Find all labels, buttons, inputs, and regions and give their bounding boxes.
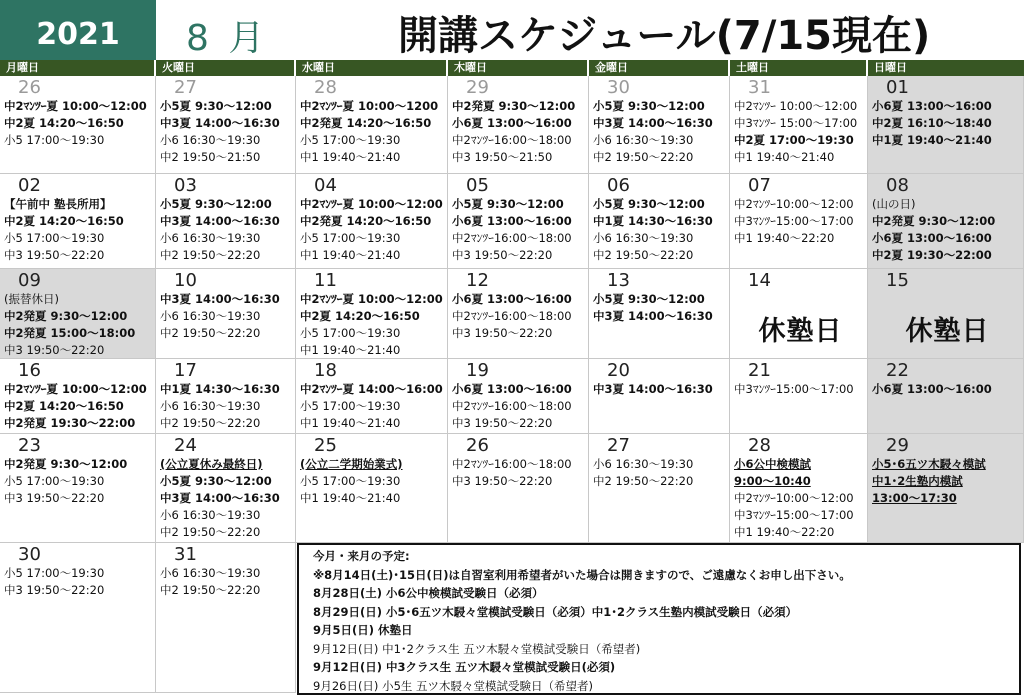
day-number: 08	[886, 175, 909, 196]
class-entry: 小5夏 9:30～12:00	[160, 474, 272, 488]
class-entry: 中2発夏 9:30～12:00	[452, 99, 576, 113]
class-entry: 中3ﾏﾝﾂｰ15:00～17:00	[734, 382, 854, 396]
day-cell	[296, 174, 448, 269]
day-number: 21	[748, 360, 771, 381]
class-entry: 中1 19:40～22:20	[734, 231, 835, 245]
class-entry: 小6 16:30～19:30	[160, 566, 261, 580]
class-entry: 中1 19:40～21:40	[300, 248, 401, 262]
day-number: 16	[18, 360, 41, 381]
day-number: 04	[314, 175, 337, 196]
class-entry: 中2 19:50～22:20	[160, 583, 261, 597]
class-entry: 中3夏 14:00～16:30	[160, 491, 280, 505]
day-number: 22	[886, 360, 909, 381]
note-line: 8月29日(日) 小5･6五ツ木駸々堂模試受験日（必須）中1･2クラス生塾内模試受験日（必須）	[313, 604, 798, 619]
day-number: 31	[174, 544, 197, 565]
note-line: 9月12日(日) 中3クラス生 五ツ木駸々堂模試受験日(必須)	[313, 660, 616, 674]
day-cell	[0, 434, 156, 543]
class-entry: 小5 17:00～19:30	[4, 566, 105, 580]
class-entry: 中1夏 14:30～16:30	[160, 382, 280, 396]
class-entry: 小6夏 13:00～16:00	[452, 214, 572, 228]
class-entry: 中2発夏 14:20～16:50	[300, 214, 432, 228]
class-entry: 9:00～10:40	[734, 474, 811, 488]
day-number: 20	[607, 360, 630, 381]
class-entry: 中1夏 14:30～16:30	[593, 214, 713, 228]
year-label: 2021	[0, 0, 156, 60]
day-number: 30	[18, 544, 41, 565]
day-number: 28	[314, 77, 337, 98]
class-entry: 小6 16:30～19:30	[593, 133, 694, 147]
class-entry: 中3ﾏﾝﾂｰ 15:00～17:00	[734, 116, 858, 130]
class-entry: 小6夏 13:00～16:00	[872, 99, 992, 113]
class-entry: 中2発夏 9:30～12:00	[4, 457, 128, 471]
day-cell	[156, 543, 296, 693]
class-entry: 中3ﾏﾝﾂｰ15:00～17:00	[734, 508, 854, 522]
class-entry: 中2ﾏﾝﾂｰ夏 10:00～12:00	[300, 292, 443, 306]
class-entry: 中1 19:40～21:40	[300, 150, 401, 164]
day-number: 24	[174, 435, 197, 456]
class-entry: (公立夏休み最終日)	[160, 457, 263, 471]
class-entry: 中2ﾏﾝﾂｰ夏 14:00～16:00	[300, 382, 443, 396]
class-entry: 中2ﾏﾝﾂｰ16:00～18:00	[452, 399, 572, 413]
day-number: 19	[466, 360, 489, 381]
class-entry: 中2夏 19:30～22:00	[872, 248, 992, 262]
class-entry: 中2ﾏﾝﾂｰ 10:00～12:00	[734, 99, 858, 113]
day-cell	[868, 434, 1024, 543]
day-cell	[448, 174, 589, 269]
day-cell	[589, 174, 730, 269]
class-entry: 中2 19:50～22:20	[160, 326, 261, 340]
day-number: 09	[18, 270, 41, 291]
class-entry: 小6夏 13:00～16:00	[452, 292, 572, 306]
class-entry: 小6夏 13:00～16:00	[872, 382, 992, 396]
class-entry: 小5 17:00～19:30	[4, 231, 105, 245]
day-number: 13	[607, 270, 630, 291]
day-number: 23	[18, 435, 41, 456]
day-number: 07	[748, 175, 771, 196]
day-cell	[156, 269, 296, 359]
class-entry: 小6夏 13:00～16:00	[452, 382, 572, 396]
day-cell	[156, 174, 296, 269]
note-line: 9月26日(日) 小5生 五ツ木駸々堂模試受験日（希望者)	[313, 678, 594, 693]
class-entry: 中3夏 14:00～16:30	[160, 292, 280, 306]
day-number: 10	[174, 270, 197, 291]
day-cell	[0, 543, 156, 693]
day-cell	[868, 76, 1024, 174]
day-cell	[0, 359, 156, 434]
day-cell	[868, 269, 1024, 359]
day-cell	[156, 434, 296, 543]
class-entry: 中3 19:50～22:20	[4, 248, 105, 262]
class-entry: 中3 19:50～21:50	[452, 150, 553, 164]
day-cell	[296, 359, 448, 434]
class-entry: 中2ﾏﾝﾂｰ夏 10:00～1200	[300, 99, 439, 113]
class-entry: 中2 19:50～22:20	[593, 150, 694, 164]
weekday-0: 月曜日	[0, 60, 156, 76]
day-cell	[730, 269, 868, 359]
class-entry: 中2ﾏﾝﾂｰ16:00～18:00	[452, 457, 572, 471]
class-entry: 小6 16:30～19:30	[160, 133, 261, 147]
weekday-2: 水曜日	[296, 60, 448, 76]
day-number: 11	[314, 270, 337, 291]
closed-day-label: 休塾日	[905, 316, 990, 347]
class-entry: 中3 19:50～22:20	[4, 491, 105, 505]
class-entry: 中1 19:40～22:20	[734, 525, 835, 539]
class-entry: 中2ﾏﾝﾂｰ10:00～12:00	[734, 197, 854, 211]
class-entry: 中1 19:40～21:40	[300, 343, 401, 357]
class-entry: 小5夏 9:30～12:00	[593, 99, 705, 113]
class-entry: (山の日)	[872, 197, 916, 211]
day-cell	[296, 76, 448, 174]
class-entry: 中2夏 17:00～19:30	[734, 133, 854, 147]
day-number: 12	[466, 270, 489, 291]
day-cell	[448, 269, 589, 359]
class-entry: 小6 16:30～19:30	[593, 231, 694, 245]
day-cell	[589, 76, 730, 174]
weekday-header	[0, 60, 1024, 76]
day-cell	[589, 269, 730, 359]
day-number: 27	[607, 435, 630, 456]
class-entry: 中2ﾏﾝﾂｰ10:00～12:00	[734, 491, 854, 505]
day-number: 26	[18, 77, 41, 98]
day-cell	[0, 269, 156, 359]
day-number: 02	[18, 175, 41, 196]
schedule-notes-box	[297, 543, 1021, 695]
weekday-4: 金曜日	[589, 60, 730, 76]
class-entry: 小5夏 9:30～12:00	[160, 99, 272, 113]
class-entry: 小6公中検模試	[734, 457, 812, 471]
day-number: 15	[886, 270, 909, 291]
note-line: 今月・来月の予定:	[313, 549, 410, 563]
class-entry: 中2 19:50～22:20	[160, 525, 261, 539]
class-entry: 小5 17:00～19:30	[300, 133, 401, 147]
class-entry: (公立二学期始業式)	[300, 457, 403, 471]
day-cell	[156, 359, 296, 434]
class-entry: 小5 17:00～19:30	[300, 474, 401, 488]
class-entry: 中2 19:50～22:20	[593, 474, 694, 488]
class-entry: 中3 19:50～22:20	[4, 343, 105, 357]
day-cell	[296, 434, 448, 543]
day-cell	[730, 434, 868, 543]
class-entry: 中2発夏 9:30～12:00	[872, 214, 996, 228]
class-entry: 中3夏 14:00～16:30	[593, 116, 713, 130]
day-cell	[448, 434, 589, 543]
class-entry: 中2夏 16:10～18:40	[872, 116, 992, 130]
day-number: 30	[607, 77, 630, 98]
class-entry: 中2発夏 9:30～12:00	[4, 309, 128, 323]
class-entry: 中2 19:50～22:20	[160, 416, 261, 430]
class-entry: 中2夏 14:20～16:50	[4, 214, 124, 228]
day-cell	[448, 76, 589, 174]
class-entry: 中3夏 14:00～16:30	[593, 309, 713, 323]
day-cell	[0, 76, 156, 174]
class-entry: 中3 19:50～22:20	[452, 474, 553, 488]
class-entry: 小6 16:30～19:30	[160, 309, 261, 323]
class-entry: 小6夏 13:00～16:00	[872, 231, 992, 245]
page-title: 開講スケジュール(7/15現在)	[398, 13, 931, 59]
day-number: 29	[886, 435, 909, 456]
class-entry: 中2 19:50～22:20	[160, 248, 261, 262]
day-number: 29	[466, 77, 489, 98]
class-entry: 小5 17:00～19:30	[4, 133, 105, 147]
day-number: 31	[748, 77, 771, 98]
class-entry: 中2ﾏﾝﾂｰ16:00～18:00	[452, 133, 572, 147]
class-entry: 中2ﾏﾝﾂｰ16:00～18:00	[452, 309, 572, 323]
weekday-3: 木曜日	[448, 60, 589, 76]
closed-day-label: 休塾日	[758, 316, 843, 347]
day-number: 28	[748, 435, 771, 456]
class-entry: 小5夏 9:30～12:00	[593, 197, 705, 211]
day-number: 05	[466, 175, 489, 196]
class-entry: 中1 19:40～21:40	[300, 416, 401, 430]
class-entry: 小5夏 9:30～12:00	[452, 197, 564, 211]
class-entry: (振替休日)	[4, 292, 59, 306]
day-number: 26	[466, 435, 489, 456]
class-entry: 小6 16:30～19:30	[593, 457, 694, 471]
class-entry: 小6夏 13:00～16:00	[452, 116, 572, 130]
class-entry: 小5 17:00～19:30	[300, 326, 401, 340]
day-number: 17	[174, 360, 197, 381]
class-entry: 中2ﾏﾝﾂｰ16:00～18:00	[452, 231, 572, 245]
class-entry: 中3夏 14:00～16:30	[593, 382, 713, 396]
class-entry: 中2夏 14:20～16:50	[300, 309, 420, 323]
weekday-5: 土曜日	[730, 60, 868, 76]
class-entry: 中1 19:40～21:40	[300, 491, 401, 505]
class-entry: 13:00～17:30	[872, 491, 957, 505]
day-cell	[730, 174, 868, 269]
class-entry: 【午前中 塾長所用】	[4, 197, 112, 211]
class-entry: 中2夏 14:20～16:50	[4, 116, 124, 130]
day-number: 03	[174, 175, 197, 196]
day-cell	[589, 434, 730, 543]
class-entry: 中2 19:50～22:20	[593, 248, 694, 262]
class-entry: 中2 19:50～21:50	[160, 150, 261, 164]
day-cell	[448, 359, 589, 434]
class-entry: 中3 19:50～22:20	[452, 248, 553, 262]
class-entry: 中2夏 14:20～16:50	[4, 399, 124, 413]
class-entry: 中3 19:50～22:20	[452, 326, 553, 340]
class-entry: 中2発夏 15:00～18:00	[4, 326, 136, 340]
class-entry: 中1･2生塾内模試	[872, 474, 963, 488]
day-cell	[296, 269, 448, 359]
class-entry: 小6 16:30～19:30	[160, 399, 261, 413]
day-cell	[730, 76, 868, 174]
weekday-6: 日曜日	[868, 60, 1024, 76]
class-entry: 中2発夏 14:20～16:50	[300, 116, 432, 130]
day-cell	[0, 174, 156, 269]
class-entry: 中3夏 14:00～16:30	[160, 116, 280, 130]
class-entry: 小5･6五ツ木駸々模試	[872, 457, 986, 471]
note-line: ※8月14日(土)･15日(日)は自習室利用希望者がいた場合は開きますので、ご遠慮なくお申し出下さい。	[313, 567, 851, 582]
day-cell	[589, 359, 730, 434]
class-entry: 中2ﾏﾝﾂｰ夏 10:00～12:00	[300, 197, 443, 211]
class-entry: 中2発夏 19:30～22:00	[4, 416, 136, 430]
day-cell	[868, 174, 1024, 269]
class-entry: 中1夏 19:40～21:40	[872, 133, 992, 147]
day-number: 01	[886, 77, 909, 98]
day-number: 18	[314, 360, 337, 381]
class-entry: 小6 16:30～19:30	[160, 231, 261, 245]
day-number: 14	[748, 270, 771, 291]
weekday-1: 火曜日	[156, 60, 296, 76]
class-entry: 中3 19:50～22:20	[452, 416, 553, 430]
class-entry: 小5 17:00～19:30	[4, 474, 105, 488]
class-entry: 中3ﾏﾝﾂｰ15:00～17:00	[734, 214, 854, 228]
day-cell	[156, 76, 296, 174]
class-entry: 中2ﾏﾝﾂｰ夏 10:00～12:00	[4, 99, 147, 113]
note-line: 9月5日(日) 休塾日	[313, 623, 413, 637]
class-entry: 中3 19:50～22:20	[4, 583, 105, 597]
class-entry: 中2ﾏﾝﾂｰ夏 10:00～12:00	[4, 382, 147, 396]
class-entry: 小5 17:00～19:30	[300, 399, 401, 413]
class-entry: 中1 19:40～21:40	[734, 150, 835, 164]
class-entry: 小5夏 9:30～12:00	[160, 197, 272, 211]
class-entry: 小6 16:30～19:30	[160, 508, 261, 522]
month-label: 8 月	[186, 18, 269, 59]
day-number: 27	[174, 77, 197, 98]
note-line: 9月12日(日) 中1･2クラス生 五ツ木駸々堂模試受験日（希望者)	[313, 641, 641, 656]
day-cell	[730, 359, 868, 434]
day-number: 25	[314, 435, 337, 456]
class-entry: 中3夏 14:00～16:30	[160, 214, 280, 228]
class-entry: 小5 17:00～19:30	[300, 231, 401, 245]
day-cell	[868, 359, 1024, 434]
note-line: 8月28日(土) 小6公中検模試受験日（必須）	[313, 586, 544, 600]
day-number: 06	[607, 175, 630, 196]
class-entry: 小5夏 9:30～12:00	[593, 292, 705, 306]
